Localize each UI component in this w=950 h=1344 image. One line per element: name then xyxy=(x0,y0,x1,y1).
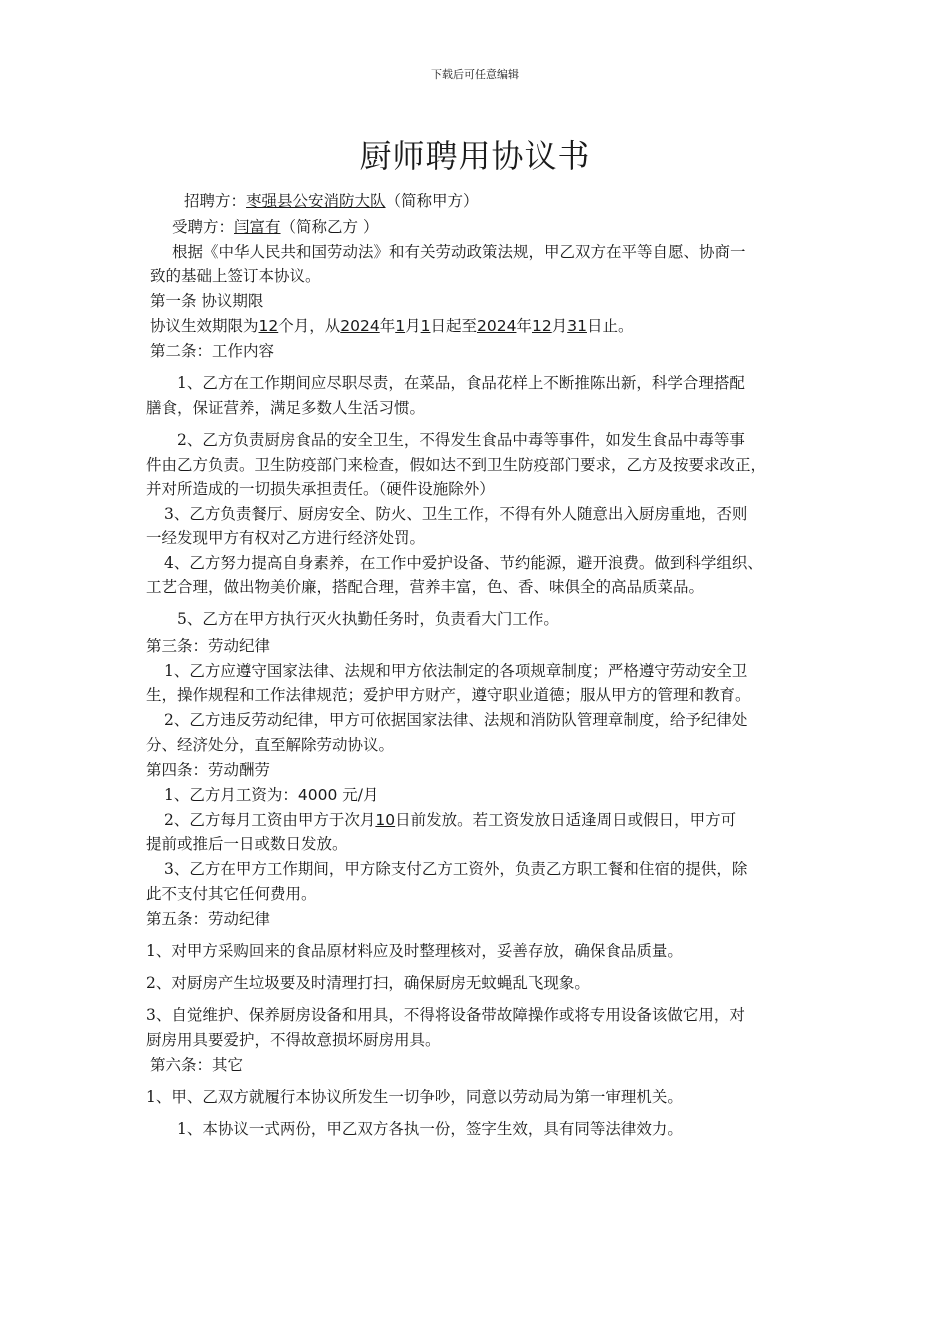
employee-suffix: （简称乙方 ） xyxy=(280,218,379,236)
article-2-item-4-line-2: 工艺合理，做出物美价廉，搭配合理，营养丰富，色、香、味俱全的高品质菜品。 xyxy=(146,578,705,596)
article-5-item-1: 1、对甲方采购回来的食品原材料应及时整理核对，妥善存放，确保食品质量。 xyxy=(146,942,683,960)
term-end-month: 12 xyxy=(531,317,552,335)
article-4-heading: 第四条：劳动酬劳 xyxy=(146,761,271,779)
article-1-heading: 第一条 协议期限 xyxy=(150,292,264,310)
employer-line xyxy=(184,190,479,212)
term-start-day: 1 xyxy=(420,317,431,335)
header-note: 下载后可任意编辑 xyxy=(431,68,519,81)
term-text-prefix: 协议生效期限为 xyxy=(150,317,259,335)
payday-line-2: 提前或推后一日或数日发放。 xyxy=(146,835,348,853)
term-start-month: 1 xyxy=(395,317,406,335)
article-2-item-2-line-1: 2、乙方负责厨房食品的安全卫生，不得发生食品中毒等事件，如发生食品中毒等事 xyxy=(177,431,745,449)
article-6-heading: 第六条：其它 xyxy=(150,1056,244,1074)
preamble-line-2: 致的基础上签订本协议。 xyxy=(150,267,321,285)
term-text-months-unit: 个月，从 xyxy=(278,317,341,335)
article-2-item-5: 5、乙方在甲方执行灭火执勤任务时，负责看大门工作。 xyxy=(177,610,559,628)
term-line xyxy=(150,315,633,337)
term-start-year: 2024 xyxy=(340,317,380,335)
employee-name: 闫富有 xyxy=(234,218,281,236)
article-2-item-1-line-2: 膳食，保证营养，满足多数人生活习惯。 xyxy=(146,399,426,417)
term-text-month-2: 月 xyxy=(551,317,568,335)
term-text-year-2: 年 xyxy=(516,317,532,335)
article-2-heading: 第二条：工作内容 xyxy=(150,342,275,360)
term-months: 12 xyxy=(258,317,279,335)
document-title: 厨师聘用协议书 xyxy=(359,137,591,175)
preamble-line-1: 根据《中华人民共和国劳动法》和有关劳动政策法规，甲乙双方在平等自愿、协商一 xyxy=(172,243,746,261)
payday-suffix: 日前发放。若工资发放日适逢周日或假日，甲方可 xyxy=(395,811,737,829)
employee-line xyxy=(172,216,378,238)
term-text-end: 日止。 xyxy=(586,317,634,335)
term-text-year: 年 xyxy=(379,317,396,335)
article-5-item-2: 2、对厨房产生垃圾要及时清理打扫，确保厨房无蚊蝇乱飞现象。 xyxy=(146,974,590,992)
article-3-item-1-line-2: 生，操作规程和工作法律规范；爱护甲方财产，遵守职业道德；服从甲方的管理和教育。 xyxy=(146,686,751,704)
article-5-item-3-line-2: 厨房用具要爱护，不得故意损坏厨房用具。 xyxy=(146,1031,441,1049)
article-2-item-2-line-3: 并对所造成的一切损失承担责任。（硬件设施除外） xyxy=(146,480,495,498)
employer-label: 招聘方： xyxy=(184,192,247,210)
employer-name: 枣强县公安消防大队 xyxy=(246,192,386,210)
article-5-item-3-line-1: 3、自觉维护、保养厨房设备和用具，不得将设备带故障操作或将专用设备该做它用，对 xyxy=(146,1006,745,1024)
article-2-item-4-line-1: 4、乙方努力提高自身素养，在工作中爱护设备、节约能源，避开浪费。做到科学组织、 xyxy=(164,554,763,572)
payday-day: 10 xyxy=(375,811,396,829)
article-3-item-2-line-1: 2、乙方违反劳动纪律，甲方可依据国家法律、法规和消防队管理章制度，给予纪律处 xyxy=(164,711,748,729)
article-2-item-3-line-1: 3、乙方负责餐厅、厨房安全、防火、卫生工作，不得有外人随意出入厨房重地，否则 xyxy=(164,505,748,523)
article-3-item-2-line-2: 分、经济处分，直至解除劳动协议。 xyxy=(146,736,395,754)
term-end-year: 2024 xyxy=(477,317,517,335)
term-text-month: 月 xyxy=(405,317,421,335)
employer-suffix: （简称甲方） xyxy=(385,192,479,210)
article-2-item-2-line-2: 件由乙方负责。卫生防疫部门来检查，假如达不到卫生防疫部门要求，乙方及按要求改正， xyxy=(146,456,767,474)
article-2-item-1-line-1: 1、乙方在工作期间应尽职尽责，在菜品，食品花样上不断推陈出新，科学合理搭配 xyxy=(177,374,745,392)
term-text-from: 日起至 xyxy=(430,317,478,335)
article-5-heading: 第五条：劳动纪律 xyxy=(146,910,271,928)
article-6-item-2: 1、本协议一式两份，甲乙双方各执一份，签字生效，具有同等法律效力。 xyxy=(177,1120,683,1138)
salary-amount: 4000 xyxy=(297,786,338,804)
salary-unit: 元/月 xyxy=(337,786,379,804)
article-4-item-3-line-2: 此不支付其它任何费用。 xyxy=(146,885,317,903)
term-end-day: 31 xyxy=(567,317,587,335)
article-3-heading: 第三条：劳动纪律 xyxy=(146,637,271,655)
salary-line xyxy=(164,784,378,806)
payday-prefix: 2、乙方每月工资由甲方于次月 xyxy=(164,811,376,829)
salary-label: 1、乙方月工资为： xyxy=(164,786,298,804)
employee-label: 受聘方： xyxy=(172,218,235,236)
payday-line xyxy=(164,809,736,831)
article-2-item-3-line-2: 一经发现甲方有权对乙方进行经济处罚。 xyxy=(146,529,426,547)
article-3-item-1-line-1: 1、乙方应遵守国家法律、法规和甲方依法制定的各项规章制度；严格遵守劳动安全卫 xyxy=(164,662,748,680)
article-6-item-1: 1、甲、乙双方就履行本协议所发生一切争吵，同意以劳动局为第一审理机关。 xyxy=(146,1088,683,1106)
article-4-item-3-line-1: 3、乙方在甲方工作期间，甲方除支付乙方工资外，负责乙方职工餐和住宿的提供，除 xyxy=(164,860,748,878)
